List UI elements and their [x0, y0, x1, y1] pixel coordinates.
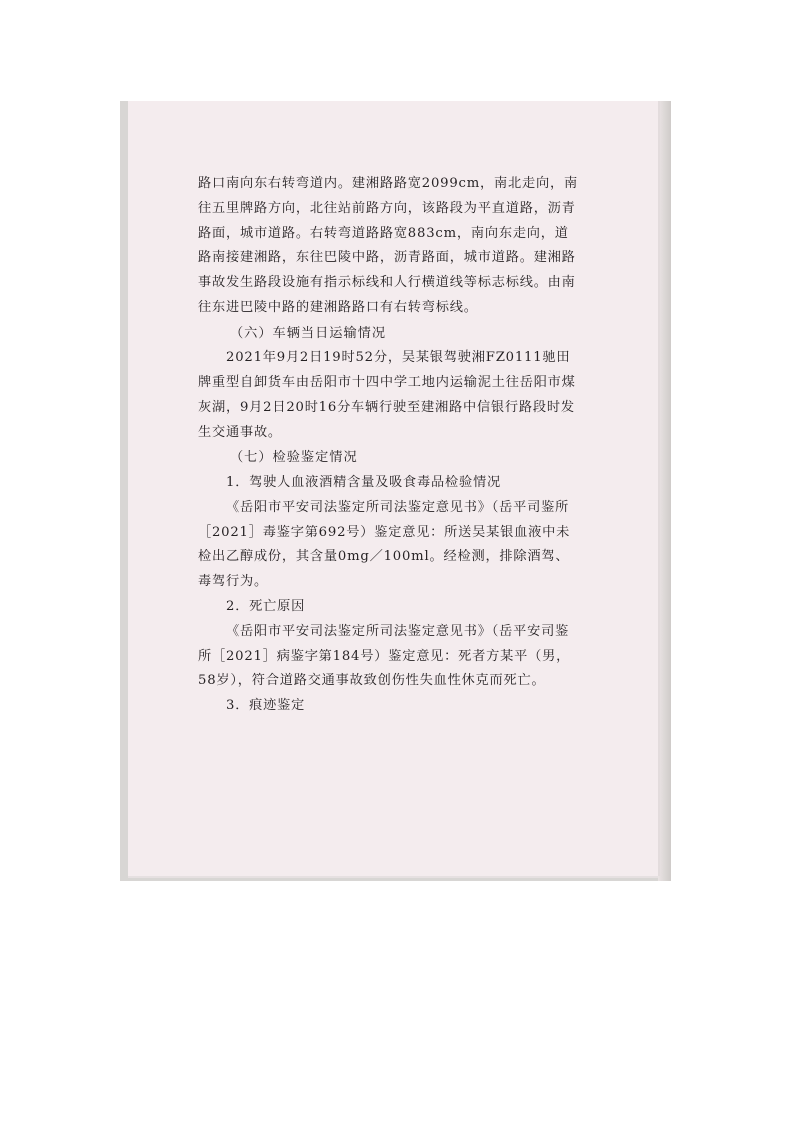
document-body [198, 172, 578, 719]
subheading-trace-identification: 3．痕迹鉴定 [226, 698, 306, 714]
section-heading-vehicle-transport: （六）车辆当日运输情况 [230, 325, 387, 341]
paper-edge-shadow [658, 101, 671, 881]
paragraph-alcohol-drug-test: 《岳阳市平安司法鉴定所司法鉴定意见书》（岳平司鉴所［2021］毒鉴字第692号）鉴定意见：所送吴某银血液中未检出乙醇成份，其含量0mg／100ml。经检测，排除酒驾、毒驾行为。 [198, 499, 571, 590]
section-heading-inspection: （七）检验鉴定情况 [230, 450, 358, 466]
subheading-alcohol-drug-test: 1．驾驶人血液酒精含量及吸食毒品检验情况 [226, 474, 501, 490]
paragraph-cause-of-death: 《岳阳市平安司法鉴定所司法鉴定意见书》（岳平安司鉴所［2021］病鉴字第184号）鉴定意见：死者方某平（男，58岁），符合道路交通事故致创伤性失血性休克而死亡。 [198, 623, 571, 689]
paragraph-vehicle-transport: 2021年9月2日19时52分，吴某银驾驶湘FZ0111驰田牌重型自卸货车由岳阳市十四中学工地内运输泥土往岳阳市煤灰湖，9月2日20时16分车辆行驶至建湘路中信银行路段时发生交通事故。 [198, 350, 576, 440]
paragraph-road-description: 路口南向东右转弯道内。建湘路路宽2099cm，南北走向，南往五里牌路方向，北往站前路方向，该路段为平直道路，沥青路面，城市道路。右转弯道路路宽883cm，南向东走向，道路南接建湘路，东往巴陵中路，沥青路面，城市道路。建湘路事故发生路段设施有指示标线和人行横道线等标志标线。由南往东进巴陵中路的建湘路路口有右转弯标线。 [198, 176, 578, 315]
subheading-cause-of-death: 2．死亡原因 [226, 598, 306, 614]
document-page [128, 101, 658, 876]
